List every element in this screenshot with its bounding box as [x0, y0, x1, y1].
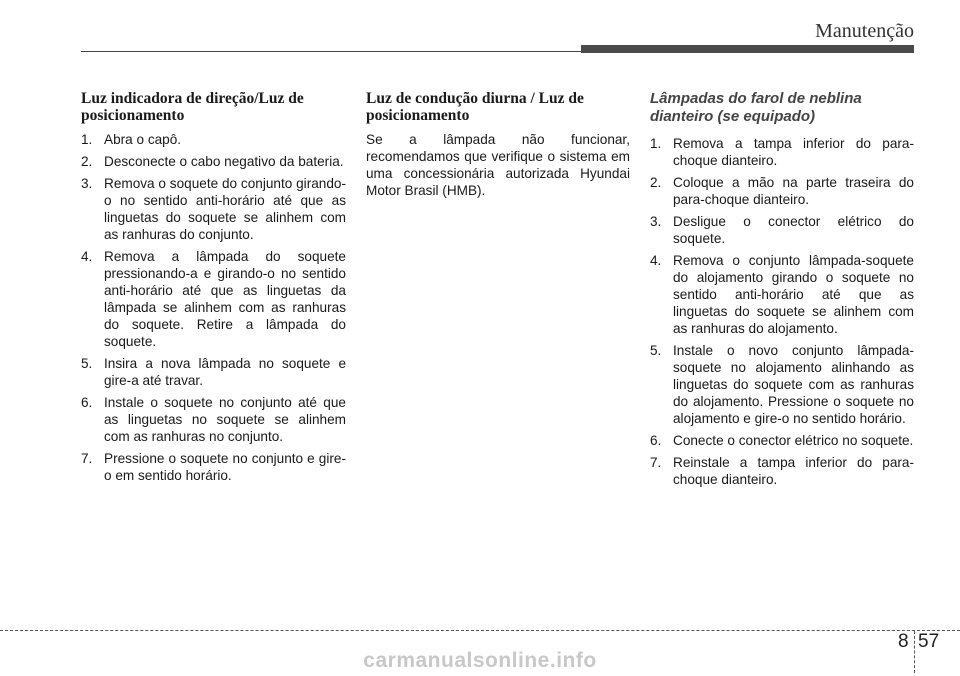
step-number: 1.: [650, 136, 662, 151]
header-rule: [81, 51, 581, 52]
step-number: 3.: [650, 214, 662, 229]
step-item: [650, 432, 914, 449]
step-item: [650, 454, 914, 488]
step-number: 1.: [81, 132, 93, 147]
page-number-value: 57: [918, 631, 940, 652]
column-turn-signal: [81, 90, 346, 489]
step-text: Abra o capô.: [104, 132, 182, 147]
step-item: [81, 131, 346, 148]
step-text: Pressione o soquete no conjunto e gire-o em sentido horário.: [104, 451, 346, 483]
step-text: Remova a tampa inferior do para-choque dianteiro.: [673, 136, 914, 168]
footer-rule: [0, 630, 960, 631]
step-item: [650, 135, 914, 169]
step-item: [81, 355, 346, 389]
step-text: Conecte o conector elétrico no soquete.: [673, 433, 914, 448]
step-text: Reinstale a tampa inferior do para-choque dianteiro.: [673, 455, 914, 487]
step-number: 7.: [650, 455, 662, 470]
step-number: 4.: [81, 249, 93, 264]
section-heading-fog-lamp: Lâmpadas do farol de neblina dianteiro (se equipado): [650, 90, 862, 125]
step-item: [81, 394, 346, 445]
step-number: 7.: [81, 451, 93, 466]
step-number: 3.: [81, 176, 93, 191]
step-number: 6.: [650, 433, 662, 448]
step-text: Coloque a mão na parte traseira do para-choque dianteiro.: [673, 175, 914, 207]
step-item: [650, 252, 914, 337]
step-number: 5.: [650, 343, 662, 358]
step-number: 2.: [81, 154, 93, 169]
step-text: Remova a lâmpada do soquete pressionando-a e girando-o no sentido anti-horário até que as linguetas da lâmpada se alinhem com as ranhuras do soquete. Retire a lâmpada do soquete.: [104, 249, 346, 349]
column-daytime-light: [366, 90, 630, 199]
step-item: [650, 213, 914, 247]
column-fog-lamp: [650, 90, 914, 493]
step-number: 6.: [81, 395, 93, 410]
section-paragraph: Se a lâmpada não funcionar, recomendamos que verifique o sistema em uma concessionária autorizada Hyundai Motor Brasil (HMB).: [366, 132, 630, 198]
step-text: Desconecte o cabo negativo da bateria.: [104, 154, 344, 169]
page-header-title: Manutenção: [815, 20, 914, 42]
step-number: 4.: [650, 253, 662, 268]
step-text: Remova o conjunto lâmpada-soquete do alojamento girando o soquete no sentido anti-horário até que as linguetas do soquete se alinhem com as ranhuras do alojamento.: [673, 253, 914, 336]
watermark: carmanualsonline.info: [363, 649, 597, 672]
header-bar: [581, 45, 914, 53]
step-number: 5.: [81, 356, 93, 371]
step-item: [81, 153, 346, 170]
step-text: Desligue o conector elétrico do soquete.: [673, 214, 914, 246]
section-heading-daytime-light: Luz de condução diurna / Luz de posicionamento: [366, 90, 584, 124]
steps-list-turn-signal: [81, 131, 346, 484]
step-text: Instale o soquete no conjunto até que as linguetas no soquete se alinhem com as ranhuras no conjunto.: [104, 395, 346, 444]
step-item: [650, 174, 914, 208]
step-item: [81, 175, 346, 243]
section-number: 8: [898, 631, 909, 652]
step-text: Remova o soquete do conjunto girando-o no sentido anti-horário até que as linguetas do soquete se alinhem com as ranhuras do conjunto.: [104, 176, 346, 242]
step-text: Instale o novo conjunto lâmpada-soquete no alojamento alinhando as linguetas do soquete com as ranhuras do alojamento. Pressione o soquete no alojamento e gire-o no sentido horário.: [673, 343, 914, 426]
step-number: 2.: [650, 175, 662, 190]
step-item: [650, 342, 914, 427]
step-item: [81, 248, 346, 350]
step-text: Insira a nova lâmpada no soquete e gire-a até travar.: [104, 356, 346, 388]
steps-list-fog-lamp: [650, 135, 914, 488]
section-heading-turn-signal: Luz indicadora de direção/Luz de posicionamento: [81, 90, 304, 124]
step-item: [81, 450, 346, 484]
